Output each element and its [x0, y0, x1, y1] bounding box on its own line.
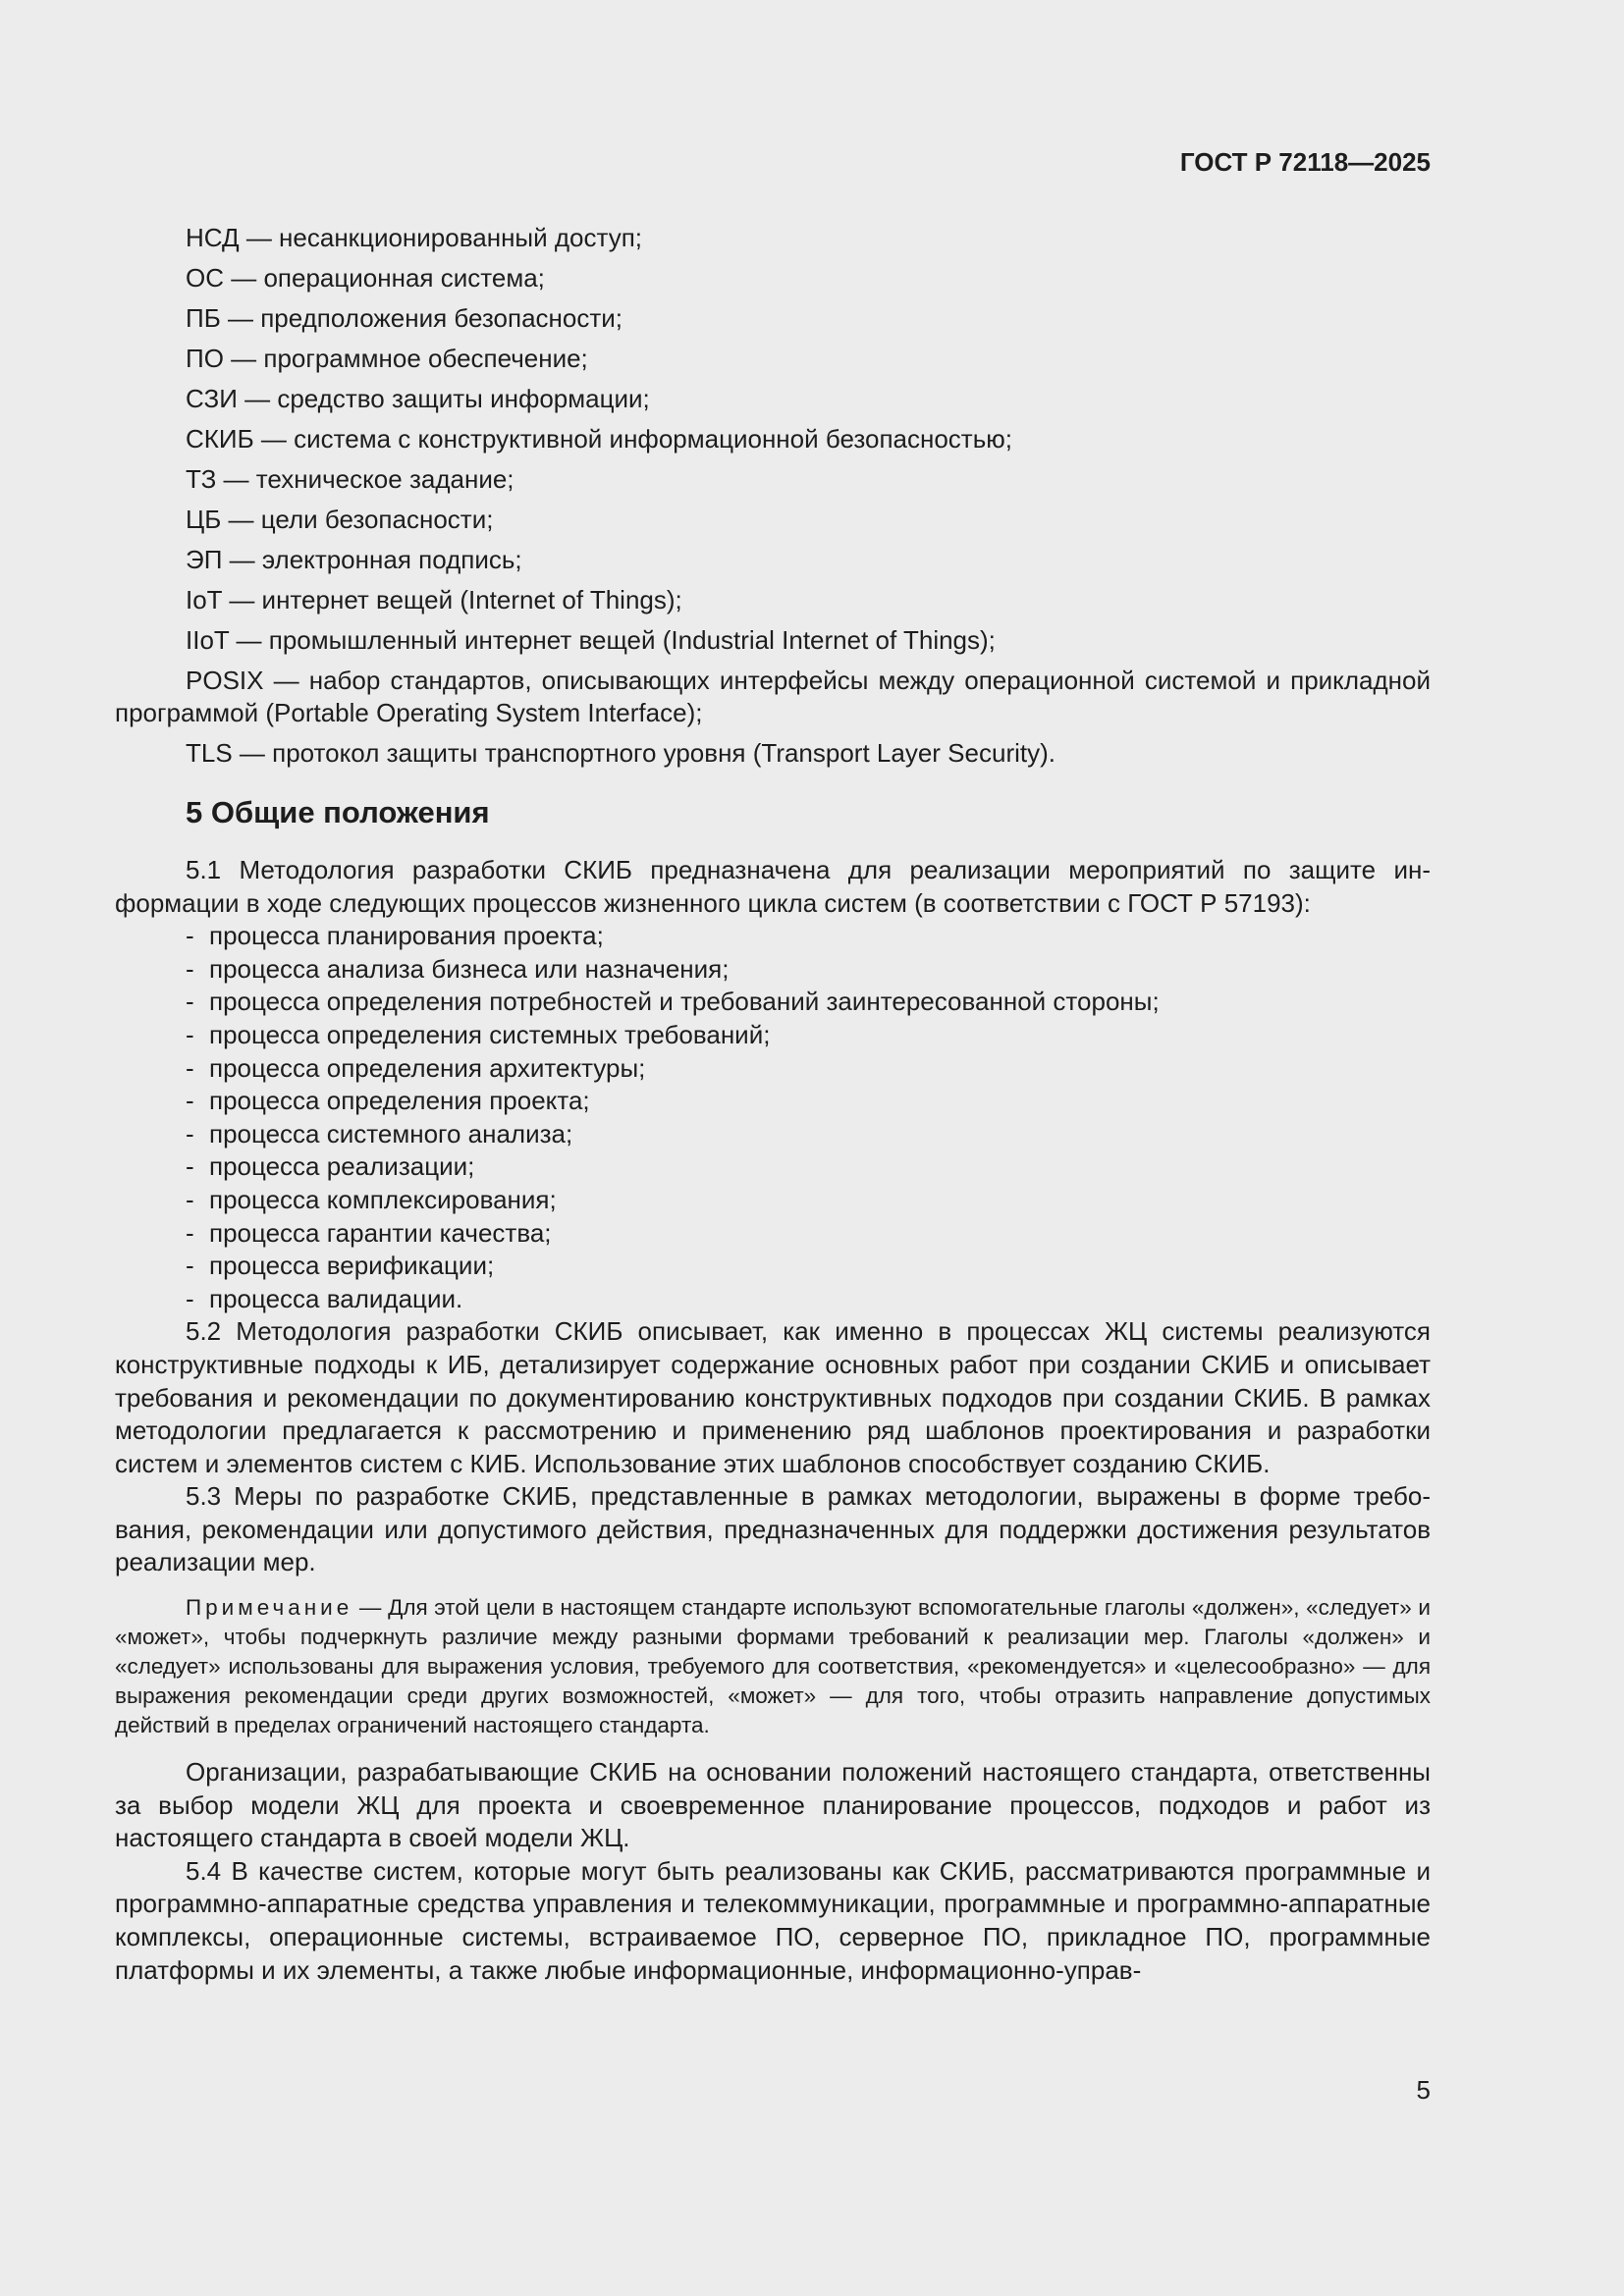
abbreviation-item: ПБ — предположения безопасности;	[186, 303, 623, 333]
list-item: - процесса определения проекта;	[186, 1086, 590, 1116]
process-list	[115, 920, 1431, 1315]
list-item: - процесса гарантии качества;	[186, 1217, 552, 1248]
abbreviation-item: POSIX — набор стандартов, описывающих интерфейсы между операционной системой и прикладной программой (Portable Operating System Interface);	[115, 666, 1431, 727]
abbreviation-item: НСД — несанкционированный доступ;	[186, 223, 642, 252]
list-item: - процесса планирования проекта;	[186, 921, 604, 951]
list-item: - процесса определения потребностей и требований заинтересованной стороны;	[186, 987, 1160, 1017]
paragraph-5-3: 5.3 Меры по разработке СКИБ, представленные в рамках методологии, выражены в форме требования, рекомендации или допустимого действия, предназначенных для поддержки достижения результатов реализации мер.	[115, 1481, 1431, 1577]
abbreviation-item: ПО — программное обеспечение;	[186, 344, 588, 373]
note	[115, 1593, 1431, 1740]
abbreviation-item: TLS — протокол защиты транспортного уровня (Transport Layer Security).	[186, 738, 1056, 768]
page-number: 5	[1416, 2075, 1431, 2105]
paragraph-5-4: 5.4 В качестве систем, которые могут быть реализованы как СКИБ, рассматриваются программные и программно-аппаратные средства управления и телекоммуникации, программные и программно-аппаратные комплексы, операционные системы, встраиваемое ПО, серверное ПО, прикладное ПО, программные платформы и их элементы, а также любые информационные, информационно-управ-	[115, 1855, 1431, 1985]
list-item: - процесса анализа бизнеса или назначения;	[186, 953, 730, 984]
page-content	[115, 222, 1431, 1987]
abbreviation-item: ЭП — электронная подпись;	[186, 545, 522, 574]
paragraph-5-2: 5.2 Методология разработки СКИБ описывает, как именно в процессах ЖЦ системы реализуются конструктивные подходы к ИБ, детализирует содержание основных работ при создании СКИБ и описывает требования и рекомендации по документированию конструктивных подходов при создании СКИБ. В рамках методологии предлагается к рассмотрению и применению ряд шаблонов проектирования и разработки систем и элементов систем с КИБ. Использование этих шаблонов способствует созданию СКИБ.	[115, 1316, 1431, 1478]
paragraph-5-1: 5.1 Методология разработки СКИБ предназначена для реализации мероприятий по защите информации в ходе следующих процессов жизненного цикла систем (в соответствии с ГОСТ Р 57193):	[115, 855, 1431, 918]
list-item: - процесса определения архитектуры;	[186, 1052, 646, 1083]
list-item: - процесса валидации.	[186, 1283, 463, 1313]
list-item: - процесса системного анализа;	[186, 1118, 573, 1148]
list-item: - процесса определения системных требований;	[186, 1019, 771, 1049]
abbreviations-list	[115, 222, 1431, 770]
list-item: - процесса комплексирования;	[186, 1184, 557, 1214]
list-item: - процесса верификации;	[186, 1251, 495, 1281]
abbreviation-item: ТЗ — техническое задание;	[186, 464, 514, 494]
standard-code-header: ГОСТ Р 72118—2025	[1179, 147, 1431, 177]
abbreviation-item: ЦБ — цели безопасности;	[186, 505, 494, 534]
list-item: - процесса реализации;	[186, 1151, 475, 1182]
note-text: — Для этой цели в настоящем стандарте используют вспомогательные глаголы «должен», «следует» и «может», чтобы подчеркнуть различие между разными формами требований к реализации мер. Глаголы «должен» и «следует» использованы для выражения условия, требуемого для соответствия, «рекомендуется» и «целесообразно» — для выражения рекомендации среди других возможностей, «может» — для того, чтобы отразить направление допустимых действий в пределах ограничений настоящего стандарта.	[115, 1595, 1431, 1738]
abbreviation-item: ОС — операционная система;	[186, 263, 545, 293]
abbreviation-item: IoT — интернет вещей (Internet of Things);	[186, 585, 682, 614]
paragraph-organizations: Организации, разрабатывающие СКИБ на основании положений настоящего стандарта, ответственны за выбор модели ЖЦ для проекта и своевременное планирование процессов, подходов и работ из настоящего стандарта в своей модели ЖЦ.	[115, 1757, 1431, 1853]
note-label: Примечание	[186, 1595, 353, 1621]
section-title: 5 Общие положения	[186, 795, 490, 829]
abbreviation-item: СЗИ — средство защиты информации;	[186, 384, 650, 413]
abbreviation-item: СКИБ — система с конструктивной информационной безопасностью;	[186, 424, 1012, 454]
abbreviation-item: IIoT — промышленный интернет вещей (Industrial Internet of Things);	[186, 625, 996, 655]
